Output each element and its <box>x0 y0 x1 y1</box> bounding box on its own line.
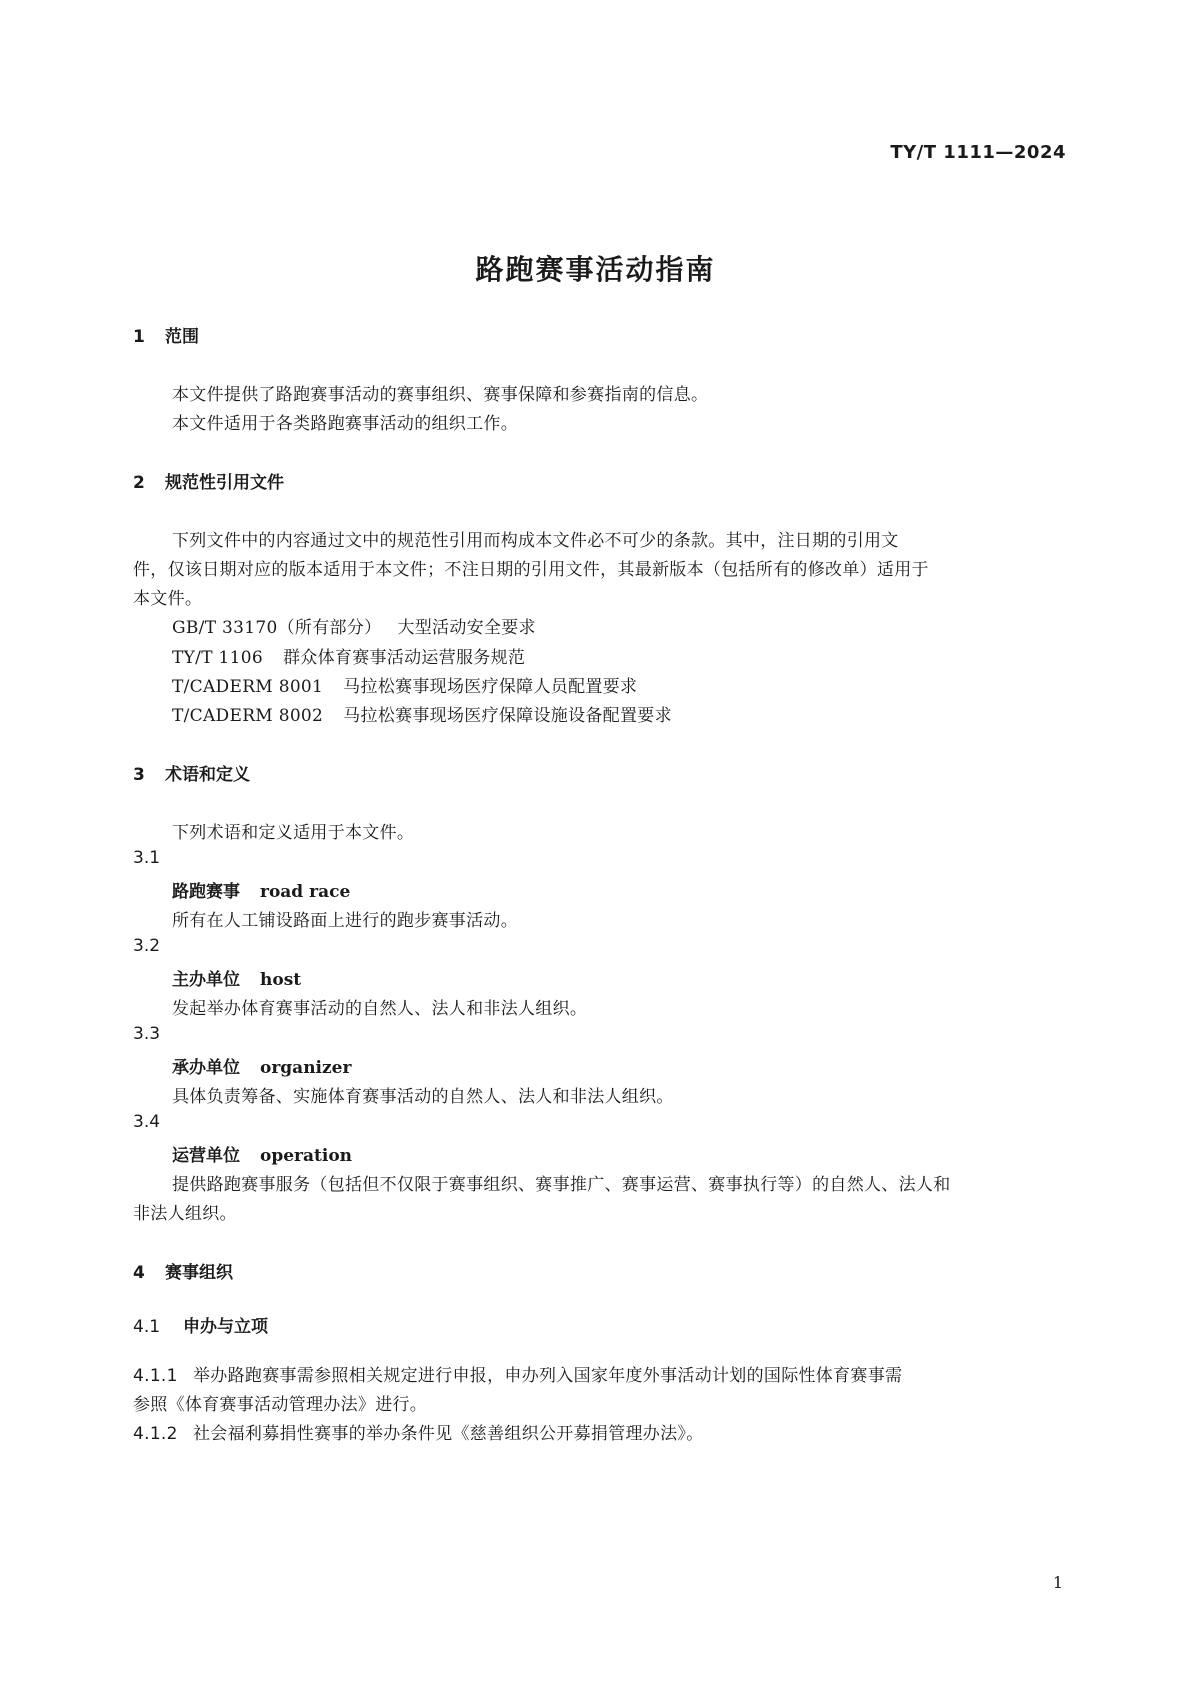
paragraph-line: 件，仅该日期对应的版本适用于本文件；不注日期的引用文件，其最新版本（包括所有的修改单）适用于 <box>133 560 929 580</box>
term-english: road race <box>260 882 351 902</box>
paragraph-line: 下列文件中的内容通过文中的规范性引用而构成本文件必不可少的条款。其中，注日期的引用文 <box>172 531 899 551</box>
section-title: 规范性引用文件 <box>165 473 284 493</box>
clause-number: 4.1.1 <box>133 1366 178 1386</box>
term-definition: 非法人组织。 <box>133 1204 237 1224</box>
term-definition: 所有在人工铺设路面上进行的跑步赛事活动。 <box>172 911 518 931</box>
term-number: 3.1 <box>133 848 161 868</box>
reference-item <box>172 613 536 638</box>
standard-code: TY/T 1111—2024 <box>890 142 1066 163</box>
reference-code: TY/T 1106 <box>172 648 263 668</box>
reference-item <box>172 701 672 726</box>
term-definition: 具体负责筹备、实施体育赛事活动的自然人、法人和非法人组织。 <box>172 1087 674 1107</box>
reference-code: GB/T 33170（所有部分） <box>172 618 382 638</box>
subsection-4-1-heading <box>133 1312 268 1337</box>
clause-text: 参照《体育赛事活动管理办法》进行。 <box>133 1395 428 1415</box>
clause-text: 社会福利募捐性赛事的举办条件见《慈善组织公开募捐管理办法》。 <box>193 1424 704 1444</box>
section-number: 2 <box>133 473 145 493</box>
reference-title: 马拉松赛事现场医疗保障人员配置要求 <box>343 677 638 697</box>
subsection-title: 申办与立项 <box>183 1317 268 1337</box>
term-number: 3.2 <box>133 936 161 956</box>
term-definition: 提供路跑赛事服务（包括但不仅限于赛事组织、赛事推广、赛事运营、赛事执行等）的自然人、法人和 <box>172 1175 951 1195</box>
reference-code: T/CADERM 8002 <box>172 706 324 726</box>
term-english: host <box>260 970 302 990</box>
clause-number: 4.1.2 <box>133 1424 178 1444</box>
reference-title: 群众体育赛事活动运营服务规范 <box>283 648 526 668</box>
reference-title: 马拉松赛事现场医疗保障设施设备配置要求 <box>343 706 672 726</box>
section-3-heading <box>133 760 250 785</box>
clause <box>133 1419 704 1444</box>
reference-title: 大型活动安全要求 <box>397 618 536 638</box>
paragraph: 本文件提供了路跑赛事活动的赛事组织、赛事保障和参赛指南的信息。 <box>172 385 709 405</box>
term-chinese: 路跑赛事 <box>172 882 240 902</box>
term-chinese: 运营单位 <box>172 1146 240 1166</box>
section-title: 范围 <box>165 327 199 347</box>
section-2-heading <box>133 468 284 493</box>
page-number: 1 <box>1052 1573 1063 1592</box>
clause <box>133 1361 902 1386</box>
paragraph-line: 本文件。 <box>133 589 203 609</box>
term-chinese: 承办单位 <box>172 1058 240 1078</box>
subsection-number: 4.1 <box>133 1317 161 1337</box>
term-entry <box>172 1141 352 1166</box>
term-definition: 发起举办体育赛事活动的自然人、法人和非法人组织。 <box>172 999 588 1019</box>
term-chinese: 主办单位 <box>172 970 240 990</box>
reference-item <box>172 672 637 697</box>
reference-code: T/CADERM 8001 <box>172 677 324 697</box>
term-entry <box>172 1053 351 1078</box>
term-number: 3.4 <box>133 1112 161 1132</box>
paragraph: 下列术语和定义适用于本文件。 <box>172 823 415 843</box>
section-number: 4 <box>133 1263 145 1283</box>
paragraph: 本文件适用于各类路跑赛事活动的组织工作。 <box>172 414 518 434</box>
clause-text: 举办路跑赛事需参照相关规定进行申报，申办列入国家年度外事活动计划的国际性体育赛事需 <box>193 1366 903 1386</box>
section-1-heading <box>133 322 199 347</box>
document-title: 路跑赛事活动指南 <box>475 253 716 286</box>
term-entry <box>172 877 350 902</box>
term-number: 3.3 <box>133 1024 161 1044</box>
section-number: 1 <box>133 327 145 347</box>
term-english: organizer <box>260 1058 352 1078</box>
section-title: 术语和定义 <box>165 765 250 785</box>
section-number: 3 <box>133 765 145 785</box>
reference-item <box>172 643 525 668</box>
term-entry <box>172 965 301 990</box>
section-4-heading <box>133 1258 233 1283</box>
section-title: 赛事组织 <box>165 1263 233 1283</box>
term-english: operation <box>260 1146 353 1166</box>
